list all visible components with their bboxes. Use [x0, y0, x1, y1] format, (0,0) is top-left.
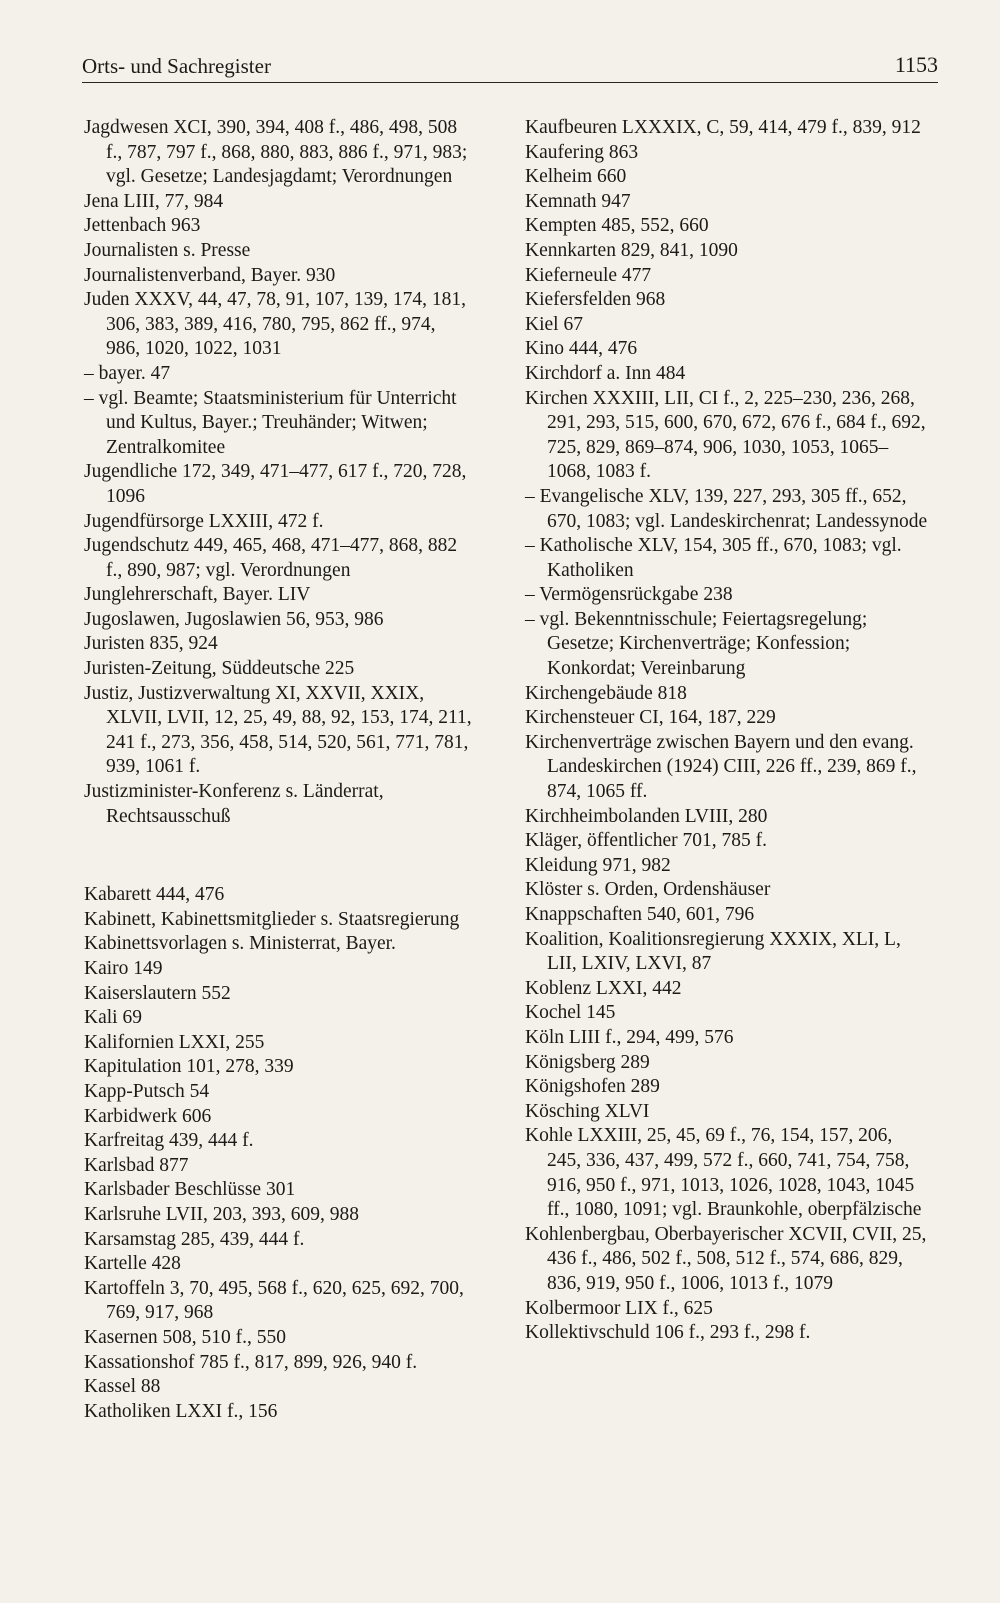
index-entry: Kirchheimbolanden LVIII, 280: [525, 805, 768, 827]
index-entry: Karsamstag 285, 439, 444 f.: [84, 1228, 305, 1250]
index-entry: Karlsbad 877: [84, 1154, 189, 1176]
index-entry: – vgl. Bekenntnisschule; Feiertagsregelung; Gesetze; Kirchenverträge; Konfession; Konkordat; Vereinbarung: [525, 608, 868, 680]
index-entry: Juristen 835, 924: [84, 633, 218, 655]
index-entry: Kapp-Putsch 54: [84, 1080, 210, 1102]
index-entry: Kirchensteuer CI, 164, 187, 229: [525, 707, 776, 729]
right-entries: [525, 116, 930, 1346]
index-entry: Kohlenbergbau, Oberbayerischer XCVII, CVII, 25, 436 f., 486, 502 f., 508, 512 f., 574, 686, 829, 836, 919, 950 f., 1006, 1013 f., 1079: [525, 1223, 927, 1294]
index-entry: Kirchen XXXIII, LII, CI f., 2, 225–230, 236, 268, 291, 293, 515, 600, 670, 672, 676 f., 684 f., 692, 725, 829, 869–874, 906, 1030, 1053, 1065–1068, 1083 f.: [525, 387, 926, 483]
index-entry: Kieferneule 477: [525, 264, 652, 286]
index-entry: Kirchdorf a. Inn 484: [525, 362, 686, 384]
index-entry: Koalition, Koalitionsregierung XXXIX, XLI, L, LII, LXIV, LXVI, 87: [525, 928, 901, 975]
index-entry: Kapitulation 101, 278, 339: [84, 1056, 294, 1078]
index-entry: Koblenz LXXI, 442: [525, 977, 682, 999]
index-entry: Kiefersfelden 968: [525, 289, 666, 311]
index-entry: Kalifornien LXXI, 255: [84, 1031, 265, 1053]
index-entry: Kösching XLVI: [525, 1100, 650, 1122]
index-entry: Karlsbader Beschlüsse 301: [84, 1179, 296, 1201]
index-entry: Kabinettsvorlagen s. Ministerrat, Bayer.: [84, 933, 396, 955]
left-entries-j: [84, 116, 474, 829]
index-entry: Kairo 149: [84, 958, 163, 979]
index-entry: Jugendliche 172, 349, 471–477, 617 f., 720, 728, 1096: [84, 461, 467, 507]
index-entry: Jugendfürsorge LXXIII, 472 f.: [84, 510, 324, 532]
index-entry: Kassationshof 785 f., 817, 899, 926, 940 f.: [84, 1351, 418, 1373]
running-title: Orts- und Sachregister: [82, 54, 271, 78]
index-entry: – vgl. Beamte; Staatsministerium für Unterricht und Kultus, Bayer.; Treuhänder; Witwen; Zentralkomitee: [84, 387, 457, 458]
index-entry: Justizminister-Konferenz s. Länderrat, Rechtsausschuß: [84, 781, 384, 827]
index-entry: Kasernen 508, 510 f., 550: [84, 1326, 286, 1348]
index-entry: Kochel 145: [525, 1002, 616, 1024]
index-entry: Jugoslawen, Jugoslawien 56, 953, 986: [84, 608, 384, 630]
index-entry: Kaufering 863: [525, 141, 639, 163]
index-entry: Kennkarten 829, 841, 1090: [525, 239, 738, 261]
index-entry: Kassel 88: [84, 1376, 161, 1398]
header-rule: [82, 82, 938, 83]
index-entry: – Evangelische XLV, 139, 227, 293, 305 ff., 652, 670, 1083; vgl. Landeskirchenrat; Landessynode: [525, 485, 928, 532]
index-entry: Kemnath 947: [525, 190, 631, 212]
index-entry: – bayer. 47: [84, 362, 171, 384]
index-entry: Kali 69: [84, 1007, 142, 1029]
index-entry: Karfreitag 439, 444 f.: [84, 1130, 254, 1152]
left-entries-k: [84, 883, 474, 1424]
index-entry: Kaufbeuren LXXXIX, C, 59, 414, 479 f., 839, 912: [525, 117, 921, 138]
index-entry: Katholiken LXXI f., 156: [84, 1400, 278, 1422]
index-entry: Journalisten s. Presse: [84, 239, 251, 261]
index-entry: Jugendschutz 449, 465, 468, 471–477, 868, 882 f., 890, 987; vgl. Verordnungen: [84, 535, 458, 581]
index-entry: Kabinett, Kabinettsmitglieder s. Staatsregierung: [84, 908, 460, 930]
index-entry: – Vermögensrückgabe 238: [525, 584, 733, 606]
right-column: [525, 116, 930, 1346]
index-entry: Kiel 67: [525, 313, 583, 335]
index-entry: Kabarett 444, 476: [84, 884, 225, 906]
index-entry: Juristen-Zeitung, Süddeutsche 225: [84, 658, 355, 680]
page-number: 1153: [894, 52, 938, 77]
index-entry: Kirchenverträge zwischen Bayern und den evang. Landeskirchen (1924) CIII, 226 ff., 239, 869 f., 874, 1065 ff.: [525, 731, 917, 803]
index-entry: Kelheim 660: [525, 166, 627, 188]
index-entry: Jena LIII, 77, 984: [84, 190, 224, 212]
index-entry: Kollektivschuld 106 f., 293 f., 298 f.: [525, 1322, 811, 1344]
index-entry: Köln LIII f., 294, 499, 576: [525, 1026, 734, 1048]
index-entry: Kartelle 428: [84, 1253, 181, 1275]
index-entry: Kläger, öffentlicher 701, 785 f.: [525, 830, 767, 852]
index-entry: Königsberg 289: [525, 1051, 650, 1073]
index-entry: Karlsruhe LVII, 203, 393, 609, 988: [84, 1203, 359, 1225]
left-column: [84, 116, 474, 1424]
letter-gap: [84, 829, 474, 883]
index-entry: Junglehrerschaft, Bayer. LIV: [84, 584, 311, 606]
index-entry: Kleidung 971, 982: [525, 854, 671, 876]
index-entry: Knappschaften 540, 601, 796: [525, 904, 755, 925]
index-entry: Königshofen 289: [525, 1076, 660, 1098]
index-entry: Kolbermoor LIX f., 625: [525, 1297, 713, 1319]
running-header: [82, 52, 938, 82]
index-entry: – Katholische XLV, 154, 305 ff., 670, 1083; vgl. Katholiken: [525, 535, 902, 581]
index-entry: Journalistenverband, Bayer. 930: [84, 264, 336, 286]
index-entry: Kohle LXXIII, 25, 45, 69 f., 76, 154, 157, 206, 245, 336, 437, 499, 572 f., 660, 741, 754, 758, 916, 950 f., 971, 1013, 1026, 1028, 1043, 1045 ff., 1080, 1091; vgl. Braunkohle, oberpfälzische: [525, 1125, 922, 1221]
index-entry: Karbidwerk 606: [84, 1105, 212, 1127]
index-entry: Kino 444, 476: [525, 338, 638, 360]
index-entry: Justiz, Justizverwaltung XI, XXVII, XXIX, XLVII, LVII, 12, 25, 49, 88, 92, 153, 174, 211, 241 f., 273, 356, 458, 514, 520, 561, 771, 781, 939, 1061 f.: [84, 682, 472, 778]
index-entry: Kirchengebäude 818: [525, 682, 687, 704]
index-entry: Klöster s. Orden, Ordenshäuser: [525, 879, 771, 901]
index-entry: Kempten 485, 552, 660: [525, 215, 709, 237]
index-entry: Kaiserslautern 552: [84, 982, 231, 1004]
index-entry: Jettenbach 963: [84, 215, 201, 237]
index-entry: Jagdwesen XCI, 390, 394, 408 f., 486, 498, 508 f., 787, 797 f., 868, 880, 883, 886 f., 971, 983; vgl. Gesetze; Landesjagdamt; Verordnungen: [84, 117, 468, 188]
index-entry: Kartoffeln 3, 70, 495, 568 f., 620, 625, 692, 700, 769, 917, 968: [84, 1277, 464, 1324]
index-entry: Juden XXXV, 44, 47, 78, 91, 107, 139, 174, 181, 306, 383, 389, 416, 780, 795, 862 ff., 974, 986, 1020, 1022, 1031: [84, 289, 467, 360]
